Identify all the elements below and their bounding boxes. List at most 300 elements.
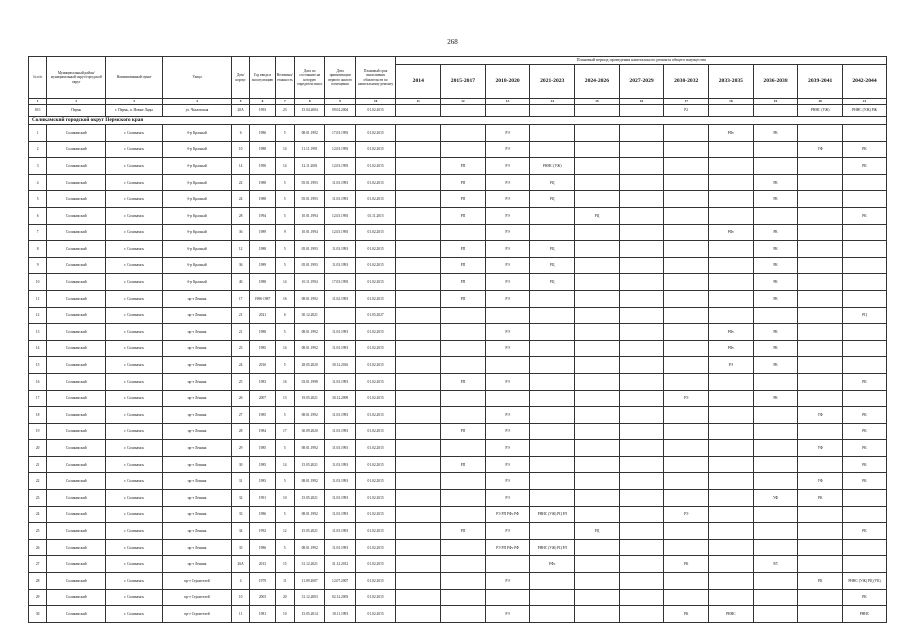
cell-period: РЭ [664,506,709,523]
cell-period [619,241,664,258]
cell-d2: 12.03.1993 [325,158,355,175]
cell-period: РННС (УЖ) РЦ (УК) [843,573,887,590]
cell-period: РННС [843,606,887,623]
cell-period [619,141,664,158]
cell-house: 25 [232,373,250,390]
cell-floors: 14 [275,141,294,158]
cell-year: 1990 [250,158,275,175]
column-number: 14 [530,99,575,105]
cell-period: РК [843,423,887,440]
table-row [29,589,887,606]
cell-district: Соликамский [47,290,106,307]
cell-d3: 01.02.2015 [355,141,396,158]
cell-period [575,473,620,490]
cell-d3: 01.02.2015 [355,456,396,473]
cell-floors: 16 [275,290,294,307]
cell-period [441,340,486,357]
cell-d2: 11.03.1993 [325,456,355,473]
table-row [29,324,887,341]
cell-d1: 05.01.1993 [294,191,324,208]
cell-period [664,423,709,440]
cell-district: Соликамский [47,456,106,473]
cell-d1: 05.01.1993 [294,257,324,274]
cell-period [664,207,709,224]
cell-period [396,423,441,440]
cell-period [753,207,798,224]
cell-period [664,274,709,291]
cell-period [619,174,664,191]
cell-period [530,357,575,374]
cell-settlement: г. Соликамск [106,158,163,175]
cell-num: 10 [29,274,47,291]
cell-num: 22 [29,473,47,490]
cell-period [843,125,887,142]
column-number: 13 [485,99,530,105]
cell-house: 33 [232,506,250,523]
cell-period [619,490,664,507]
cell-period: РК [753,290,798,307]
cell-period [709,523,754,540]
cell-period: РЭ [485,141,530,158]
cell-settlement: г. Соликамск [106,324,163,341]
cell-street: пр-т Строителей [162,606,231,623]
cell-period [798,556,843,573]
cell-year: 1993 [250,105,275,117]
cell-d3: 01.02.2015 [355,158,396,175]
header-settlement: Наименованный пункт [106,57,163,99]
cell-d1: 15.05.2014 [294,606,324,623]
cell-floors: 12 [275,523,294,540]
cell-period: РФс [709,224,754,241]
cell-period [619,523,664,540]
cell-period [709,506,754,523]
cell-period [575,506,620,523]
cell-house: 10 [232,589,250,606]
cell-d1: 15.05.2021 [294,456,324,473]
cell-d3: 01.02.2015 [355,274,396,291]
cell-period [575,158,620,175]
cell-d2: 30.12.2009 [325,390,355,407]
cell-period: РК [843,473,887,490]
cell-period [753,105,798,117]
cell-period [709,473,754,490]
cell-period: РК [843,589,887,606]
cell-street: пр-т Ленина [162,539,231,556]
cell-house: 29 [232,440,250,457]
cell-house: 30 [232,456,250,473]
cell-period [396,191,441,208]
cell-d2: 11.03.1993 [325,407,355,424]
cell-period [798,340,843,357]
cell-num: 16 [29,373,47,390]
cell-period [530,125,575,142]
cell-period [575,490,620,507]
cell-period: РП [441,257,486,274]
cell-period [664,290,709,307]
cell-period: РП [441,191,486,208]
cell-period [798,125,843,142]
cell-num: 9 [29,257,47,274]
cell-period: РК [843,141,887,158]
cell-period [753,158,798,175]
cell-period [530,440,575,457]
cell-period [664,340,709,357]
cell-district: Соликамский [47,324,106,341]
cell-settlement: г. Соликамск [106,241,163,258]
cell-period [664,473,709,490]
cell-period [485,357,530,374]
cell-house: 27 [232,407,250,424]
cell-period [575,556,620,573]
cell-house: 28 [232,207,250,224]
cell-d3: 01.02.2015 [355,191,396,208]
header-street: Улица [162,57,231,99]
cell-d1: 08.01.1992 [294,440,324,457]
column-number: 12 [441,99,486,105]
table-row [29,105,887,117]
cell-period [619,456,664,473]
cell-period [575,440,620,457]
cell-period [843,290,887,307]
cell-period: РЭ [485,606,530,623]
cell-period [664,141,709,158]
cell-period [664,174,709,191]
cell-d3: 01.02.2015 [355,589,396,606]
cell-period: РЭ [485,324,530,341]
cell-period: РК [753,357,798,374]
cell-period [753,440,798,457]
cell-period: РННС (УЖ) РЖ [843,105,887,117]
cell-floors: 17 [275,423,294,440]
cell-period: РЦ [530,241,575,258]
cell-period: УФ [798,440,843,457]
table-row [29,158,887,175]
cell-floors: 5 [275,473,294,490]
cell-period [441,490,486,507]
cell-street: пр-т Ленина [162,407,231,424]
cell-year: 1986 [250,506,275,523]
cell-period: РЦ [530,274,575,291]
cell-period [530,407,575,424]
cell-period [664,490,709,507]
cell-settlement: г. Соликамск [106,539,163,556]
header-period-2021-2023: 2021-2023 [530,65,575,99]
cell-period [753,473,798,490]
cell-d3: 01.02.2015 [355,473,396,490]
cell-period [441,357,486,374]
cell-period [619,340,664,357]
cell-period [485,589,530,606]
cell-period [664,407,709,424]
cell-period [664,440,709,457]
cell-period [575,174,620,191]
cell-num: 14 [29,340,47,357]
cell-district: Соликамский [47,357,106,374]
cell-year: 1981 [250,606,275,623]
cell-period [396,174,441,191]
header-planned: Плановый срок выполнения обязательств по капитальному ремонту [355,57,396,99]
cell-period: РЭ [485,490,530,507]
cell-num: 3 [29,158,47,175]
cell-floors: 15 [275,556,294,573]
cell-floors: 10 [275,606,294,623]
cell-period [709,423,754,440]
table-row [29,573,887,590]
cell-settlement: г. Соликамск [106,357,163,374]
cell-district: Соликамский [47,125,106,142]
cell-period [619,125,664,142]
cell-settlement: г. Соликамск [106,556,163,573]
table-body [29,105,887,623]
cell-house: 23 [232,340,250,357]
cell-period [798,174,843,191]
cell-d3: 01.02.2015 [355,257,396,274]
cell-period [530,456,575,473]
cell-settlement: г. Соликамск [106,407,163,424]
cell-period [575,274,620,291]
cell-year: 1983 [250,373,275,390]
cell-street: б-р Красный [162,241,231,258]
header-period-2014: 2014 [396,65,441,99]
column-number: 11 [396,99,441,105]
column-number: 19 [753,99,798,105]
column-number: 6 [250,99,275,105]
cell-period: РЭ [485,523,530,540]
cell-period: РК [753,241,798,258]
cell-district: Соликамский [47,440,106,457]
cell-period [798,324,843,341]
cell-period [798,207,843,224]
cell-district: Соликамский [47,241,106,258]
cell-period [798,373,843,390]
cell-num: 25 [29,523,47,540]
cell-period [575,606,620,623]
cell-num: 29 [29,589,47,606]
cell-period [619,423,664,440]
cell-period [575,390,620,407]
cell-period [441,324,486,341]
cell-settlement: г. Соликамск [106,456,163,473]
table-row [29,141,887,158]
cell-street: пр-т Ленина [162,324,231,341]
cell-period [441,473,486,490]
table-row [29,456,887,473]
cell-d1: 08.01.1992 [294,324,324,341]
cell-period: РК [843,440,887,457]
cell-street: б-р Красный [162,257,231,274]
cell-street: б-р Красный [162,174,231,191]
cell-period [753,307,798,324]
cell-period [441,390,486,407]
table-row [29,125,887,142]
cell-d2: 17.03.1993 [325,125,355,142]
table-row [29,407,887,424]
cell-period [664,589,709,606]
cell-floors: 5 [275,506,294,523]
cell-settlement: г. Соликамск [106,490,163,507]
cell-house: 21 [232,324,250,341]
cell-d2: 02.12.2003 [325,589,355,606]
cell-num: 8 [29,241,47,258]
cell-period [396,539,441,556]
cell-period [575,290,620,307]
cell-district: Соликамский [47,589,106,606]
cell-d3: 01.02.2015 [355,606,396,623]
table-row [29,373,887,390]
cell-period [843,556,887,573]
cell-num: 27 [29,556,47,573]
cell-d1: 08.01.1992 [294,290,324,307]
cell-period [843,174,887,191]
cell-period [709,456,754,473]
column-number: 18 [709,99,754,105]
cell-d3: 01.02.2015 [355,440,396,457]
cell-period: РК [753,191,798,208]
cell-num: 21 [29,456,47,473]
cell-period [575,589,620,606]
table-row [29,440,887,457]
cell-period: РННС (УЖ) РЦ РЛ [530,506,575,523]
header-floors: Величина/этажность [275,57,294,99]
header-date-privat: Дата приватизации первого жилого помещения [325,57,355,99]
cell-period [396,105,441,117]
cell-period [396,407,441,424]
cell-period: РП [441,290,486,307]
cell-floors: 11 [275,573,294,590]
cell-period [709,274,754,291]
cell-num: 4 [29,174,47,191]
cell-period: РЭ [485,340,530,357]
cell-period [530,390,575,407]
cell-period [619,506,664,523]
cell-district: Соликамский [47,207,106,224]
cell-period [843,224,887,241]
cell-d3: 01.02.2015 [355,407,396,424]
table-row [29,523,887,540]
cell-period [485,105,530,117]
table-row [29,191,887,208]
cell-street: пр-т Ленина [162,373,231,390]
cell-district: Соликамский [47,141,106,158]
cell-period [575,324,620,341]
cell-period: РК [753,174,798,191]
cell-period [619,606,664,623]
cell-num: 5 [29,191,47,208]
cell-street: пр-т Ленина [162,506,231,523]
cell-num: 19 [29,423,47,440]
cell-d3: 01.02.2015 [355,125,396,142]
cell-year: 1988 [250,274,275,291]
cell-period: РЭ [485,207,530,224]
cell-period [575,456,620,473]
cell-period [753,506,798,523]
cell-period: РК [753,340,798,357]
cell-period: РЭ [485,440,530,457]
cell-settlement: г. Соликамск [106,606,163,623]
table-row [29,241,887,258]
section-row [29,117,887,125]
cell-house: 36 [232,257,250,274]
cell-house: 20А [232,105,250,117]
cell-street: б-р Красный [162,274,231,291]
cell-district: Соликамский [47,158,106,175]
cell-district: Соликамский [47,473,106,490]
cell-d3: 01.02.2015 [355,490,396,507]
cell-d1: 08.01.1992 [294,340,324,357]
cell-period [843,257,887,274]
column-number: 2 [47,99,106,105]
cell-period [664,573,709,590]
cell-period [441,573,486,590]
cell-period [709,207,754,224]
cell-period [619,589,664,606]
column-number: 17 [664,99,709,105]
cell-period: РЭ [709,357,754,374]
cell-num: 10/1 [29,105,47,117]
cell-district: Соликамский [47,539,106,556]
capital-repair-table [28,56,887,623]
cell-period [709,556,754,573]
cell-settlement: г. Соликамск [106,141,163,158]
cell-period [619,473,664,490]
cell-period [396,506,441,523]
cell-district: Соликамский [47,490,106,507]
cell-street: б-р Красный [162,125,231,142]
cell-district: Соликамский [47,340,106,357]
cell-floors: 20 [275,589,294,606]
cell-period [575,407,620,424]
cell-period: РК [843,456,887,473]
cell-period: РННС (УЖ) [530,158,575,175]
cell-period [798,307,843,324]
cell-period: РЭ [485,573,530,590]
table-row [29,490,887,507]
cell-floors: 10 [275,490,294,507]
cell-period: РЦ [530,257,575,274]
cell-period [709,241,754,258]
column-number: 1 [29,99,47,105]
cell-house: 40 [232,274,250,291]
cell-d3: 01.02.2015 [355,357,396,374]
cell-d1: 12.11.2001 [294,158,324,175]
cell-period: РК [843,407,887,424]
column-number: 20 [798,99,843,105]
cell-period [798,589,843,606]
table-header [29,57,887,105]
cell-settlement: г. Соликамск [106,174,163,191]
cell-street: пр-т Ленина [162,523,231,540]
header-house: Дом/корпус [232,57,250,99]
header-period-2024-2026: 2024-2026 [575,65,620,99]
cell-period [530,224,575,241]
cell-period [843,340,887,357]
cell-d2: 18.11.1993 [325,606,355,623]
cell-year: 1989 [250,257,275,274]
cell-period [530,324,575,341]
cell-num: 17 [29,390,47,407]
cell-d3: 01.02.2015 [355,290,396,307]
cell-period [485,390,530,407]
cell-year: 1988 [250,141,275,158]
cell-period [441,407,486,424]
table-row [29,606,887,623]
cell-period: РК [798,490,843,507]
cell-period: РЭ [485,456,530,473]
cell-num: 6 [29,207,47,224]
cell-period [753,589,798,606]
cell-d1: 08.01.1992 [294,407,324,424]
cell-house: 17 [232,290,250,307]
